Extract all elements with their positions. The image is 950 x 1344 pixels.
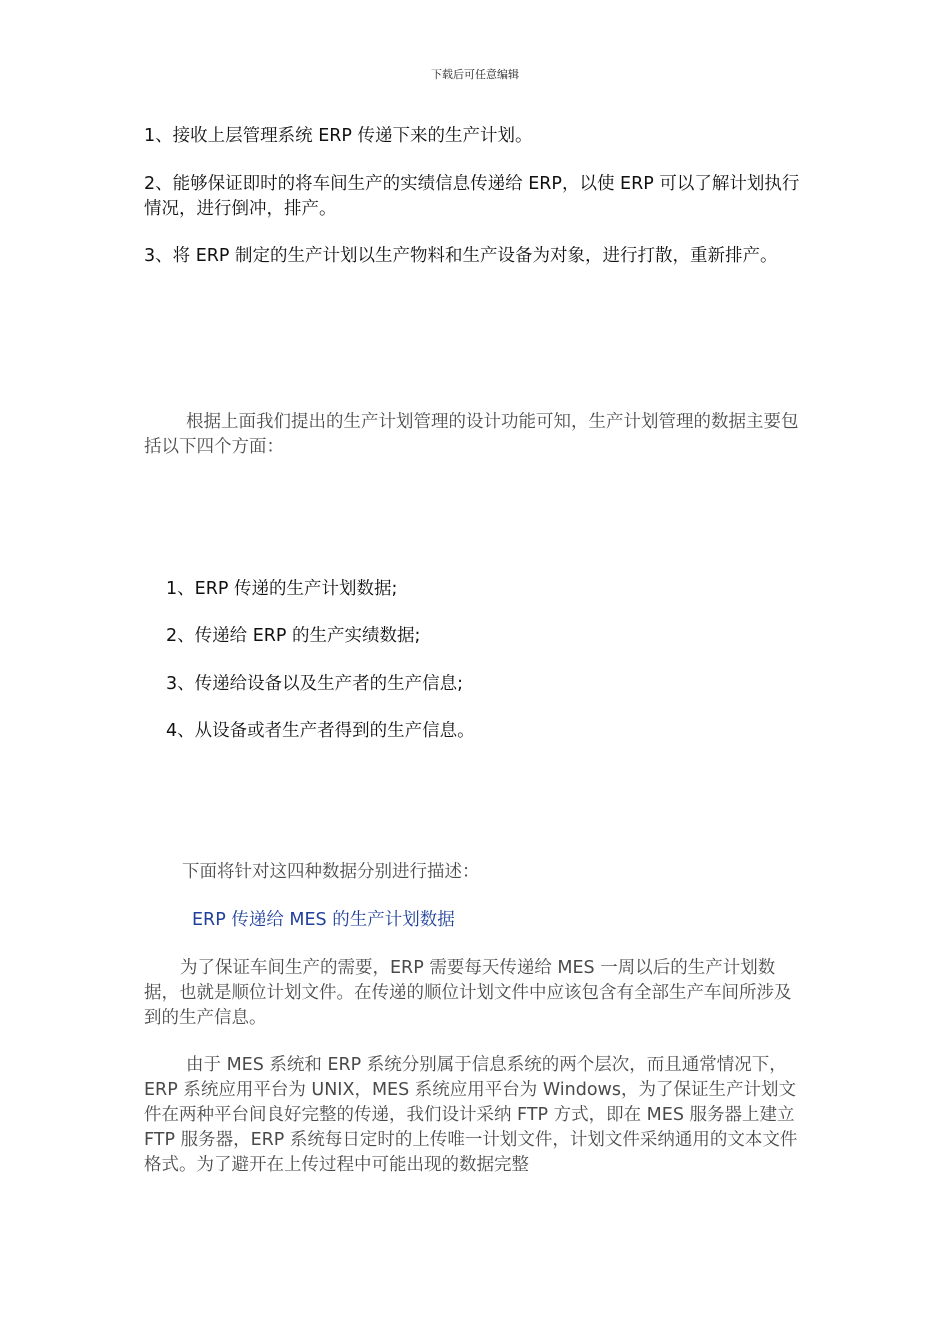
intro-item-2: 2、能够保证即时的将车间生产的实绩信息传递给 ERP，以使 ERP 可以了解计划执行情况，进行倒冲，排产。: [144, 174, 800, 219]
data-item-1: 1、ERP 传递的生产计划数据;: [166, 579, 398, 599]
data-item-2: 2、传递给 ERP 的生产实绩数据;: [166, 626, 421, 646]
page-header: 下载后可任意编辑: [431, 68, 519, 81]
describe-intro: 下面将针对这四种数据分别进行描述：: [182, 862, 480, 882]
intro-item-1: 1、接收上层管理系统 ERP 传递下来的生产计划。: [144, 126, 533, 146]
paragraph-2: 由于 MES 系统和 ERP 系统分别属于信息系统的两个层次，而且通常情况下，ERP 系统应用平台为 UNIX，MES 系统应用平台为 Windows，为了保证生产计划文件在两种平台间良好完整的传递，我们设计采纳 FTP 方式，即在 MES 服务器上建立 FTP 服务器，ERP 系统每日定时的上传唯一计划文件，计划文件采纳通用的文本文件格式。为了避开在上传过程中可能出现的数据完整: [144, 1055, 798, 1175]
summary-paragraph: 根据上面我们提出的生产计划管理的设计功能可知，生产计划管理的数据主要包括以下四个方面：: [144, 412, 799, 457]
intro-item-3: 3、将 ERP 制定的生产计划以生产物料和生产设备为对象，进行打散，重新排产。: [144, 246, 778, 266]
data-item-4: 4、从设备或者生产者得到的生产信息。: [166, 721, 475, 741]
paragraph-1: 为了保证车间生产的需要，ERP 需要每天传递给 MES 一周以后的生产计划数据，也就是顺位计划文件。在传递的顺位计划文件中应该包含有全部生产车间所涉及到的生产信息。: [144, 958, 792, 1028]
section-heading: ERP 传递给 MES 的生产计划数据: [192, 910, 455, 930]
data-item-3: 3、传递给设备以及生产者的生产信息;: [166, 674, 464, 694]
